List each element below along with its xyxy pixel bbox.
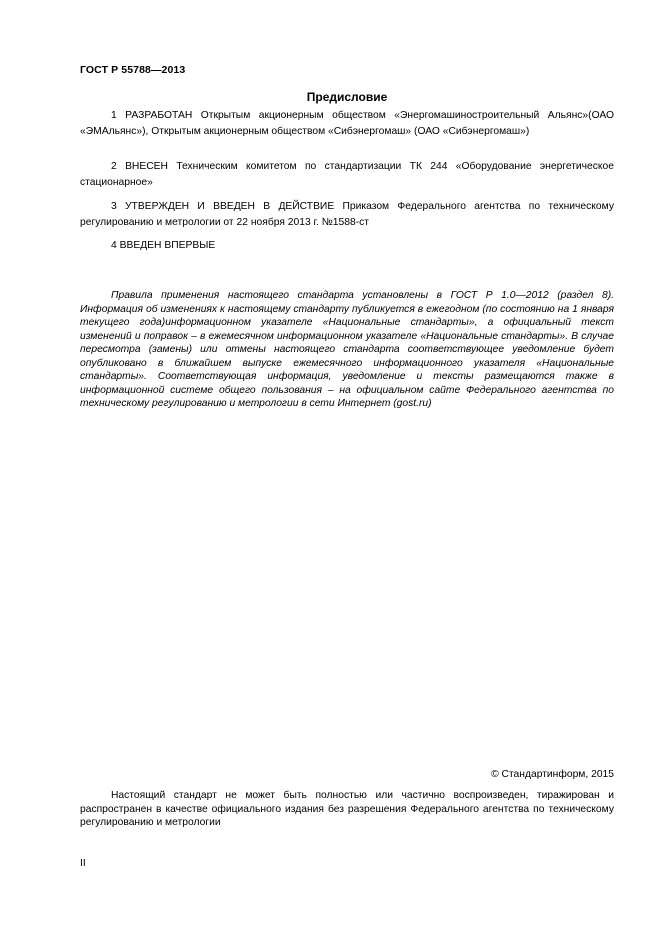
page-title: Предисловие — [306, 90, 388, 104]
copyright-line: © Стандартинформ, 2015 — [491, 769, 614, 780]
page-number: II — [80, 858, 86, 869]
application-rules-notice: Правила применения настоящего стандарта установлены в ГОСТ Р 1.0—2012 (раздел 8). Информация об изменениях к настоящему стандарту публикуется в ежегодном (по состоянию на 1 января текущего года)информационном указателе «Национальные стандарты», а официальный текст изменений и поправок – в ежемесячном информационном указателе «Национальные стандарты». В случае пересмотра (замены) или отмены настоящего стандарта соответствующее уведомление будет опубликовано в ближайшем выпуске ежемесячного информационного указателя «Национальные стандарты». Соответствующая информация, уведомление и тексты размещаются также в информационной системе общего пользования – на официальном сайте Федерального агентства по техническому регулированию и метрологии в сети Интернет (gost.ru) — [80, 290, 614, 409]
reproduction-notice: Настоящий стандарт не может быть полностью или частично воспроизведен, тиражирован и распространен в качестве официального издания без разрешения Федерального агентства по техническому регулированию и метрологии — [80, 790, 614, 828]
paragraph-approved: 3 УТВЕРЖДЕН И ВВЕДЕН В ДЕЙСТВИЕ Приказом Федерального агентства по техническому регулированию и метрологии от 22 ноября 2013 г. №1588-ст — [80, 201, 614, 228]
paragraph-submitted-by: 2 ВНЕСЕН Техническим комитетом по стандартизации ТК 244 «Оборудование энергетическое стационарное» — [80, 161, 614, 188]
paragraph-developed-by: 1 РАЗРАБОТАН Открытым акционерным обществом «Энергомашиностроительный Альянс»(ОАО «ЭМАльянс»), Открытым акционерным обществом «Сибэнергомаш» (ОАО «Сибэнергомаш») — [80, 110, 614, 137]
paragraph-first-introduced: 4 ВВЕДЕН ВПЕРВЫЕ — [111, 240, 216, 251]
document-code: ГОСТ Р 55788—2013 — [80, 64, 186, 76]
